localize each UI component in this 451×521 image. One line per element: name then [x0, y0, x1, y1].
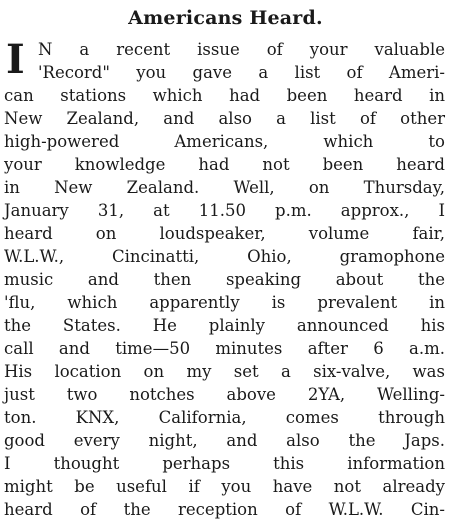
article-line: His location on my set a six-valve, was — [4, 362, 445, 381]
article-line: ton. KNX, California, comes through — [4, 408, 445, 427]
article-line: I thought perhaps this information — [4, 454, 445, 473]
article-line: W.L.W., Cincinatti, Ohio, gramophone — [4, 247, 445, 266]
article-line: might be useful if you have not already — [4, 477, 445, 496]
article-line: 'flu, which apparently is prevalent in — [4, 293, 445, 312]
headline: Americans Heard. — [128, 7, 323, 29]
article-line: good every night, and also the Japs. — [4, 431, 445, 450]
article-line: heard of the reception of W.L.W. Cin- — [4, 500, 445, 519]
article-line: call and time—50 minutes after 6 a.m. — [4, 339, 445, 358]
article-line: New Zealand, and also a list of other — [4, 109, 445, 128]
article-line: heard on loudspeaker, volume fair, — [4, 224, 445, 243]
article-line: 'Record" you gave a list of Ameri- — [38, 63, 445, 82]
article-line: just two notches above 2YA, Welling- — [4, 385, 445, 404]
article-line: music and then speaking about the — [4, 270, 445, 289]
article-line: January 31, at 11.50 p.m. approx., I — [4, 201, 445, 220]
article-line: the States. He plainly announced his — [4, 316, 445, 335]
article-body — [0, 36, 451, 519]
article-line: N a recent issue of your valuable — [38, 40, 445, 59]
article-line: in New Zealand. Well, on Thursday, — [4, 178, 445, 197]
article-line: high-powered Americans, which to — [4, 132, 445, 151]
article-line: your knowledge had not been heard — [4, 155, 445, 174]
drop-cap: I — [6, 36, 25, 83]
article-line: can stations which had been heard in — [4, 86, 445, 105]
